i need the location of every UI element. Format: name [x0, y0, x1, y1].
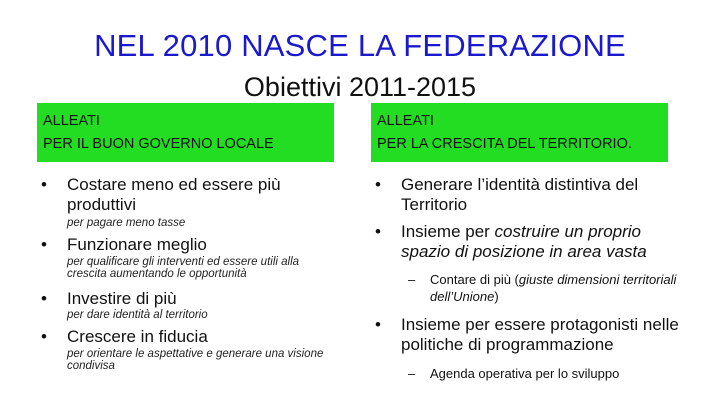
right-subbullet-2 [371, 271, 691, 305]
bullet-icon: • [41, 289, 47, 308]
left-bullet-4-sub: per orientare le aspettative e generare una visione condivisa [67, 348, 324, 372]
left-bullet-3-sub: per dare identità al territorio [67, 309, 208, 321]
bullet-icon: • [41, 327, 47, 346]
bullet-icon: • [41, 235, 47, 254]
left-bullet-2-text: Funzionare meglio [67, 235, 207, 254]
bullet-icon: • [375, 175, 381, 194]
bullet-icon: • [41, 175, 47, 194]
right-header-line1: ALLEATI [377, 113, 434, 129]
right-bullet-3-text: Insieme per essere protagonisti nelle politiche di programmazione [401, 315, 679, 354]
right-subbullet-2-a: Contare di più ( [430, 272, 519, 287]
right-bullet-2 [371, 222, 691, 262]
slide-subtitle: Obiettivi 2011-2015 [243, 72, 477, 102]
left-header-line1: ALLEATI [43, 113, 100, 129]
left-bullet-4-text: Crescere in fiducia [67, 327, 208, 346]
left-header-line2: PER IL BUON GOVERNO LOCALE [43, 136, 274, 152]
bullet-icon: • [375, 315, 381, 334]
left-bullet-1 [37, 175, 337, 215]
right-bullet-2-text-a: Insieme per [401, 222, 495, 241]
right-subbullet-2-c: ) [494, 289, 499, 304]
right-column [371, 175, 691, 382]
left-bullet-1-sub: per pagare meno tasse [67, 217, 186, 229]
left-bullet-3 [37, 289, 337, 309]
left-header-box [37, 103, 334, 162]
left-bullet-2 [37, 235, 337, 255]
right-bullet-1-text: Generare l’identità distintiva del Territorio [401, 175, 639, 214]
left-bullet-1-text: Costare meno ed essere più produttivi [67, 175, 281, 214]
right-header-box [371, 103, 668, 162]
right-subbullet-3-text: Agenda operativa per lo sviluppo [430, 366, 620, 381]
right-bullet-2-text-b: costruire un proprio spazio di posizione in area vasta [401, 222, 647, 261]
left-bullet-2-sub: per qualificare gli interventi ed essere utili alla crescita aumentando le opportunità [67, 256, 300, 280]
left-bullet-4 [37, 327, 337, 347]
left-bullet-3-text: Investire di più [67, 289, 177, 308]
right-bullet-1 [371, 175, 691, 215]
right-bullet-3 [371, 315, 691, 355]
bullet-icon: • [375, 222, 381, 241]
right-header-line2: PER LA CRESCITA DEL TERRITORIO. [377, 136, 632, 152]
right-subbullet-2-b: giuste dimensioni territoriali dell’Unione [430, 272, 677, 304]
slide-title: NEL 2010 NASCE LA FEDERAZIONE [94, 28, 626, 63]
dash-icon: – [408, 272, 416, 287]
dash-icon: – [408, 366, 416, 381]
right-subbullet-3 [371, 365, 691, 382]
left-column [37, 175, 337, 372]
